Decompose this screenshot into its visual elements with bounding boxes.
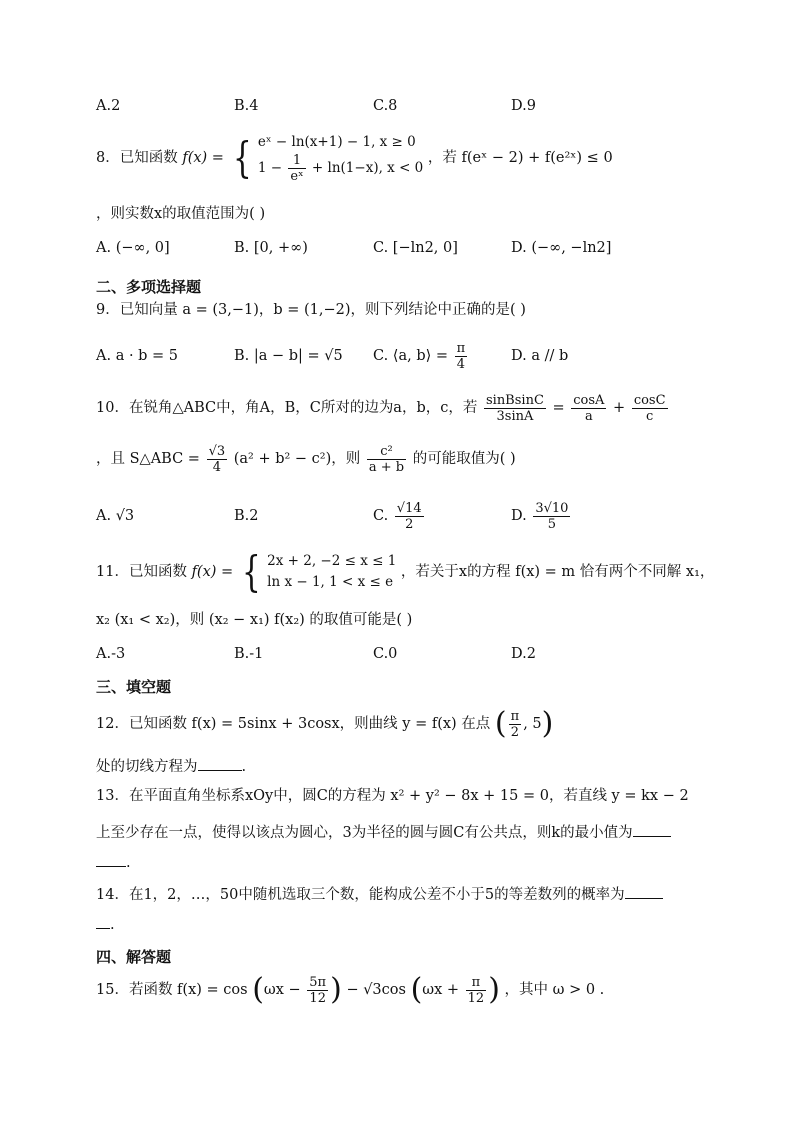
q8-option-d: D. (−∞, −ln2] (511, 240, 612, 256)
q10-option-c-frac (395, 501, 424, 532)
q15-arg1-num: 5π (309, 974, 327, 990)
q12-end: . (241, 759, 247, 775)
q10-area-head: ，且 S△ABC = (96, 451, 200, 467)
q12-stem (96, 702, 553, 746)
q8-case2-den: eˣ (290, 169, 304, 184)
q12-left-paren: ( (494, 706, 507, 741)
q10-frac3 (632, 393, 668, 424)
q9-option-b: B. |a − b| = √5 (234, 348, 343, 364)
q7-option-a: A.2 (96, 98, 121, 114)
section-multiple-choice: 二、多项选择题 (96, 278, 202, 296)
q10-head: 10．在锐角△ABC中，角A，B，C所对的边为a，b，c，若 (96, 400, 478, 416)
q12-point-frac (509, 709, 522, 740)
q10-stem (96, 386, 670, 430)
q13-end: . (126, 855, 131, 871)
q10-option-c-den: 2 (405, 516, 414, 532)
q9-option-c-head: C. ⟨a, b⟩ = (373, 348, 449, 364)
q10-option-c-num: √14 (396, 500, 422, 516)
q15-arg1-den: 12 (309, 990, 326, 1006)
section-fill-in: 三、填空题 (96, 678, 172, 696)
q12-right-paren: ) (541, 706, 554, 741)
q8-case1: eˣ − ln(x+1) − 1, x ≥ 0 (257, 134, 416, 150)
q10-option-d-head: D. (511, 508, 527, 524)
q10-frac2-den: a (584, 408, 593, 424)
q13-line2-text: 上至少存在一点，使得以该点为圆心，3为半径的圆与圆C有公共点，则k的最小值为 (96, 825, 633, 841)
q10-equals: = (552, 400, 565, 416)
q7-option-b: B.4 (234, 98, 259, 114)
q9-option-c (373, 334, 469, 378)
q15-paren1-close: ) (330, 972, 342, 1007)
q9-option-c-frac (455, 341, 468, 372)
q8-case2-num: 1 (288, 153, 305, 169)
q15-arg2-frac (466, 975, 487, 1006)
q11-stem (96, 544, 714, 600)
q12-point-num: π (510, 708, 520, 724)
q11-cases (267, 551, 396, 593)
q14-answer-blank (625, 884, 663, 899)
q10-option-c (373, 494, 426, 538)
q15-tail: ，其中 ω > 0 . (504, 982, 605, 998)
q15-arg1-head: ωx − (263, 982, 301, 998)
q15-paren2-open: ( (410, 972, 423, 1007)
q15-arg2-head: ωx + (422, 982, 460, 998)
q14-answer-blank-cont (96, 914, 110, 929)
q8-fx: f(x) = (182, 150, 224, 166)
q11-case2: ln x − 1, 1 < x ≤ e (267, 574, 394, 590)
q10-plus: + (613, 400, 626, 416)
q10-ratio-frac (367, 444, 406, 475)
q15-stem (96, 968, 604, 1012)
q8-brace: { (232, 133, 252, 182)
q10-ratio-den: a + b (368, 459, 405, 475)
q13-line3 (96, 852, 131, 873)
q7-option-d: D.9 (511, 98, 536, 114)
q10-option-a: A. √3 (96, 508, 135, 524)
q10-frac3-den: c (646, 408, 654, 424)
q9-option-a: A. a · b = 5 (96, 348, 179, 364)
q11-brace: { (241, 547, 261, 596)
q12-point-den: 2 (510, 724, 520, 740)
q12-answer-blank (198, 756, 242, 771)
q8-option-b: B. [0, +∞) (234, 240, 308, 256)
q8-case2 (258, 153, 423, 184)
q11-condition: ，若关于x的方程 f(x) = m 恰有两个不同解 x₁， (400, 564, 715, 580)
q15-mid: − √3cos (346, 982, 406, 998)
q10-area-frac (207, 444, 228, 475)
q9-option-d: D. a // b (511, 348, 569, 364)
q11-fx: f(x) = (191, 564, 234, 580)
q10-frac1 (484, 393, 546, 424)
q10-option-d-num: 3√10 (535, 500, 569, 516)
q10-option-d-frac (533, 501, 570, 532)
q10-area-den: 4 (212, 459, 221, 475)
q8-stem (96, 128, 613, 188)
q10-area-num: √3 (208, 443, 226, 459)
q13-line1: 13．在平面直角坐标系xOy中，圆C的方程为 x² + y² − 8x + 15 = 0，若直线 y = kx − 2 (96, 788, 689, 804)
q12-line2-text: 处的切线方程为 (96, 759, 198, 775)
q13-answer-blank-cont (96, 852, 126, 867)
q15-head: 15．若函数 f(x) = cos (96, 982, 248, 998)
q10-area-tail: (a² + b² − c²)，则 (233, 451, 361, 467)
q11-prefix: 11．已知函数 (96, 564, 187, 580)
q8-condition: ，若 f(eˣ − 2) + f(e²ˣ) ≤ 0 (427, 150, 613, 166)
q12-head: 12．已知函数 f(x) = 5sinx + 3cosx，则曲线 y = f(x) 在点 (96, 716, 491, 732)
q8-option-c: C. [−ln2, 0] (373, 240, 458, 256)
q9-option-c-den: 4 (456, 356, 466, 372)
section-answers: 四、解答题 (96, 948, 172, 966)
q10-option-c-head: C. (373, 508, 389, 524)
q8-case2-frac (288, 153, 305, 184)
q10-line2-tail: 的可能取值为( ) (412, 451, 516, 467)
q10-frac2-num: cosA (573, 392, 605, 408)
q15-arg2-num: π (466, 975, 487, 991)
q10-frac1-den: 3sinA (496, 408, 534, 424)
q10-line2 (96, 437, 516, 481)
q11-option-a: A.-3 (96, 646, 126, 662)
q8-cases (258, 132, 423, 184)
q11-option-d: D.2 (511, 646, 536, 662)
q8-line2: ，则实数x的取值范围为( ) (96, 206, 266, 222)
q7-option-c: C.8 (373, 98, 398, 114)
q14-end: . (110, 917, 115, 933)
q12-point-tail: , 5 (523, 716, 542, 732)
q10-frac3-num: cosC (633, 392, 666, 408)
q15-paren1-open: ( (252, 972, 264, 1007)
q9-stem: 9．已知向量 a = (3,−1)，b = (1,−2)，则下列结论中正确的是( ) (96, 302, 526, 318)
q11-line2: x₂ (x₁ < x₂)，则 (x₂ − x₁) f(x₂) 的取值可能是( ) (96, 612, 413, 628)
q11-case1: 2x + 2, −2 ≤ x ≤ 1 (267, 553, 397, 569)
q14-line1-text: 14．在1，2，…，50中随机选取三个数，能构成公差不小于5的等差数列的概率为 (96, 887, 625, 903)
q14-line1 (96, 884, 663, 905)
q15-paren2-close: ) (488, 972, 500, 1007)
q8-option-a: A. (−∞, 0] (96, 240, 170, 256)
q10-option-b: B.2 (234, 508, 259, 524)
q9-option-c-num: π (456, 340, 466, 356)
q10-ratio-num: c² (367, 444, 406, 460)
q10-option-d (511, 494, 572, 538)
q12-line2 (96, 756, 246, 777)
q13-line2 (96, 822, 671, 843)
q13-answer-blank (633, 822, 671, 837)
q11-option-c: C.0 (373, 646, 398, 662)
q11-option-b: B.-1 (234, 646, 264, 662)
q10-frac2 (571, 393, 606, 424)
q10-option-d-den: 5 (547, 516, 557, 532)
q14-line2 (96, 914, 115, 935)
q8-case2-head: 1 − (257, 160, 283, 176)
q15-arg1-frac (307, 975, 328, 1006)
q15-arg2-den: 12 (467, 990, 485, 1006)
q10-frac1-num: sinBsinC (485, 392, 544, 408)
q8-case2-tail: + ln(1−x), x < 0 (311, 160, 424, 176)
q8-prefix: 8．已知函数 (96, 150, 178, 166)
